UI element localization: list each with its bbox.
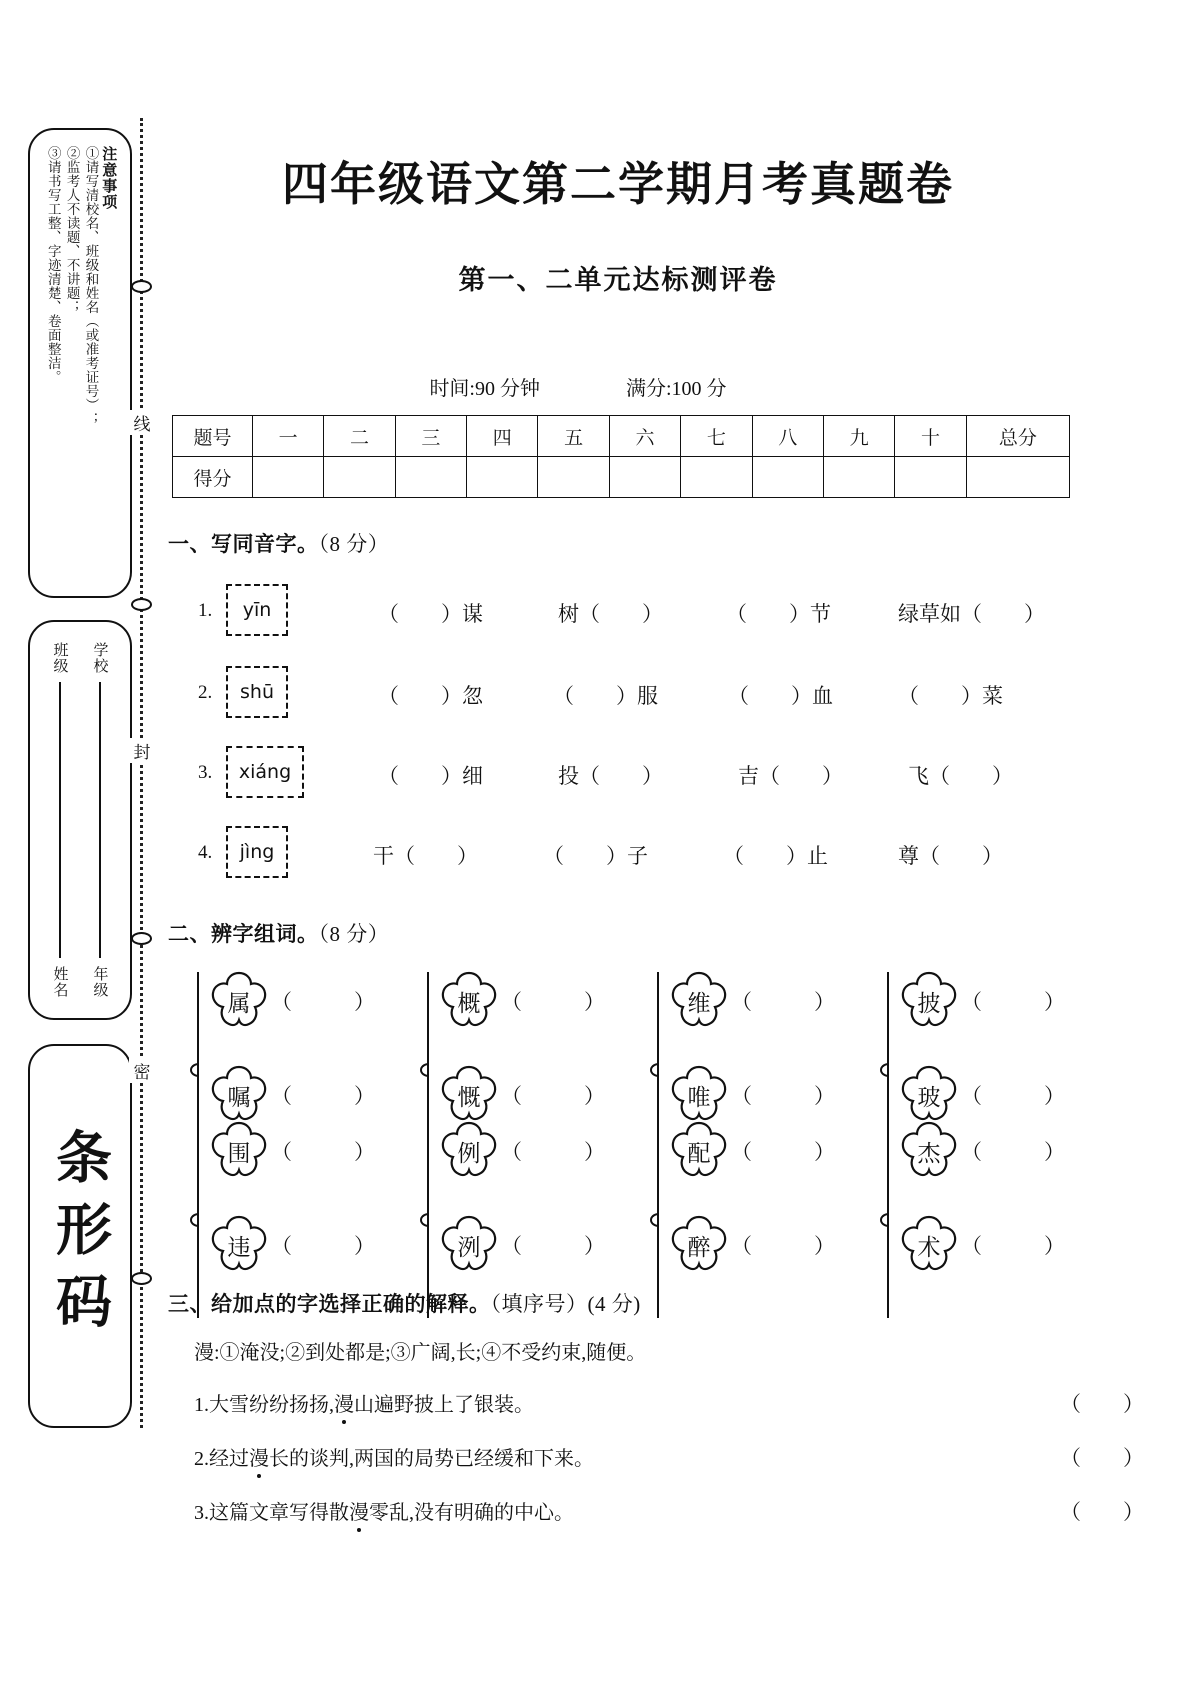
answer-slot[interactable]: （ ） [731,990,835,1014]
score-cell[interactable] [538,457,609,498]
exam-meta [168,372,988,401]
flower-char-box [898,1213,960,1277]
answer-slot[interactable]: （ ） [731,1084,835,1108]
dotted-char: 漫 [349,1502,369,1524]
answer-slot[interactable]: （ ） [271,990,375,1014]
char-pair-line [898,1116,1065,1186]
char-pair-line [668,1116,835,1186]
answer-slot[interactable]: （ ）菜 [898,684,1003,708]
col-header: 四 [467,416,538,457]
score-cell[interactable] [467,457,538,498]
answer-slot[interactable]: （ ）服 [553,684,658,708]
seal-oval-icon [131,1272,152,1285]
section-points: （填序号）(4 分) [490,1292,641,1316]
pinyin-box: jìng [226,826,288,878]
seal-oval-icon [131,280,152,293]
info-label: 年级 [91,966,108,998]
pinyin-box: shū [226,666,288,718]
row-index: 1. [198,600,213,621]
barcode-box [28,1044,132,1428]
char-pair-line [438,1116,605,1186]
col-header: 五 [538,416,609,457]
answer-slot[interactable]: （ ） [271,1140,375,1164]
col-header: 六 [609,416,680,457]
info-field-school-grade[interactable] [90,640,111,1000]
seal-oval-icon [131,932,152,945]
char-pair-line [438,1210,605,1280]
flower-char-box [668,1119,730,1183]
row-header: 题号 [173,416,253,457]
char-glyph: 违 [227,1234,251,1260]
char-pair-line [668,966,835,1036]
seal-dashed-line [140,118,145,1428]
section-title: 一、写同音字。 [168,533,319,556]
row-index: 4. [198,842,213,863]
char-pair-line [668,1210,835,1280]
answer-slot[interactable]: （ ） [1060,1446,1144,1470]
answer-slot[interactable]: （ ）忽 [378,684,483,708]
score-cell[interactable] [395,457,466,498]
section-title: 三、给加点的字选择正确的解释。 [168,1293,491,1316]
char-glyph: 嘱 [227,1084,251,1110]
flower-char-box [438,1119,500,1183]
section-heading-2 [168,918,389,948]
char-pair-line [208,966,375,1036]
score-table [172,415,1070,498]
answer-slot[interactable]: （ ） [1060,1500,1144,1524]
char-pair-line [208,1210,375,1280]
seal-char-xian: 密 [129,1058,155,1083]
flower-char-box [898,969,960,1033]
score-cell[interactable] [324,457,395,498]
char-glyph: 慨 [457,1084,481,1110]
char-glyph: 概 [457,990,481,1016]
answer-slot[interactable]: 绿草如（ ） [898,602,1045,626]
write-line[interactable] [99,682,101,958]
char-pair-group [650,1112,870,1332]
answer-slot[interactable]: （ ） [501,990,605,1014]
notice-item: ①请写清校名、班级和姓名（或准考证号）； [83,146,99,426]
question-text: 2.经过漫长的谈判,两国的局势已经缓和下来。 [194,1448,594,1470]
answer-slot[interactable]: （ ） [1060,1392,1144,1416]
flower-char-box [208,1119,270,1183]
full-score-label: 满分:100 分 [626,378,727,400]
section-points: （8 分） [318,532,390,556]
col-header: 九 [823,416,894,457]
flower-char-box [208,969,270,1033]
answer-slot[interactable]: 投（ ） [558,764,663,788]
sidebar [28,128,132,1428]
score-cell[interactable] [252,457,323,498]
seal-char-feng: 封 [129,738,155,763]
row-index: 2. [198,682,213,703]
seal-oval-icon [131,598,152,611]
answer-slot[interactable]: 飞（ ） [908,764,1013,788]
brace-bracket [650,1122,666,1318]
info-label: 学校 [91,642,108,674]
write-line[interactable] [59,682,61,958]
flower-char-box [898,1119,960,1183]
table-row-scores [173,457,1070,498]
row-index: 3. [198,762,213,783]
time-label: 时间:90 分钟 [429,378,540,400]
answer-slot[interactable]: 尊（ ） [898,844,1003,868]
homophone-row [198,820,1158,890]
page-subtitle: 第一、二单元达标测评卷 [458,265,778,295]
char-glyph: 配 [687,1140,711,1166]
char-glyph: 维 [687,990,711,1016]
answer-slot[interactable]: （ ）谋 [378,602,483,626]
question-text: 3.这篇文章写得散漫零乱,没有明确的中心。 [194,1502,574,1524]
answer-slot[interactable]: （ ） [271,1084,375,1108]
char-glyph: 唯 [687,1084,711,1110]
definition-list: 漫:①淹没;②到处都是;③广阔,长;④不受约束,随便。 [194,1342,647,1364]
answer-slot[interactable]: （ ） [961,990,1065,1014]
char-glyph: 例 [457,1140,481,1166]
answer-slot[interactable]: （ ） [271,1234,375,1258]
homophone-row [198,578,1158,648]
answer-slot[interactable]: （ ） [731,1140,835,1164]
info-field-class-name[interactable] [50,640,71,1000]
dotted-char: 漫 [249,1448,269,1470]
char-glyph: 披 [917,990,941,1016]
col-header: 十 [895,416,966,457]
score-cell[interactable] [752,457,823,498]
char-pair-group [880,1112,1100,1332]
answer-slot[interactable]: （ ）节 [726,602,831,626]
col-header-total: 总分 [966,416,1069,457]
page-title: 四年级语文第二学期月考真题卷 [282,158,954,210]
answer-slot[interactable]: （ ） [961,1084,1065,1108]
answer-slot[interactable]: 吉（ ） [738,764,843,788]
col-header: 七 [681,416,752,457]
answer-slot[interactable]: （ ） [501,1140,605,1164]
table-row-question-numbers [173,416,1070,457]
flower-char-box [668,1213,730,1277]
char-pair-line [208,1116,375,1186]
section-heading-1 [168,528,389,558]
notice-item: ③请书写工整、字迹清楚、卷面整洁。 [45,146,61,384]
char-glyph: 属 [227,990,251,1016]
answer-slot[interactable]: 树（ ） [558,602,663,626]
notice-item: ②监考人不读题、不讲题； [64,146,80,314]
char-pair-line [898,1210,1065,1280]
homophone-row [198,660,1158,730]
char-pair-line [438,966,605,1036]
score-cell[interactable] [681,457,752,498]
char-pair-line [898,966,1065,1036]
row-header: 得分 [173,457,253,498]
answer-slot[interactable]: 干（ ） [373,844,478,868]
answer-slot[interactable]: （ ） [961,1140,1065,1164]
answer-slot[interactable]: （ ） [501,1234,605,1258]
section-heading-3 [168,1288,641,1318]
char-glyph: 醉 [687,1234,711,1260]
notice-box [28,128,132,598]
notice-title: 注意事项 [100,146,118,210]
question-item [194,1496,1154,1525]
flower-char-box [438,1213,500,1277]
homophone-row [198,740,1158,810]
char-glyph: 术 [917,1234,941,1260]
col-header: 三 [395,416,466,457]
flower-char-box [668,969,730,1033]
student-info-box [28,620,132,1020]
info-label: 姓名 [51,966,68,998]
pinyin-box: xiáng [226,746,304,798]
question-item [194,1442,1154,1471]
col-header: 二 [324,416,395,457]
question-text: 1.大雪纷纷扬扬,漫山遍野披上了银装。 [194,1394,534,1416]
char-glyph: 玻 [917,1084,941,1110]
answer-slot[interactable]: （ ）子 [543,844,648,868]
answer-slot[interactable]: （ ） [501,1084,605,1108]
score-cell[interactable] [823,457,894,498]
brace-bracket [880,1122,896,1318]
seal-char-mi: 线 [129,410,155,435]
question-item [194,1388,1154,1417]
char-glyph: 杰 [917,1140,941,1166]
answer-slot[interactable]: （ ） [961,1234,1065,1258]
section-points: （8 分） [318,922,390,946]
col-header: 一 [252,416,323,457]
char-glyph: 洌 [457,1234,481,1260]
section-title: 二、辨字组词。 [168,923,319,946]
barcode-label: 条形码 [49,1128,112,1344]
score-cell[interactable] [609,457,680,498]
pinyin-box: yīn [226,584,288,636]
answer-slot[interactable]: （ ）细 [378,764,483,788]
flower-char-box [438,969,500,1033]
info-label: 班级 [51,642,68,674]
flower-char-box [208,1213,270,1277]
score-cell-total[interactable] [966,457,1069,498]
char-glyph: 围 [227,1140,251,1166]
col-header: 八 [752,416,823,457]
answer-slot[interactable]: （ ）血 [728,684,833,708]
answer-slot[interactable]: （ ）止 [723,844,828,868]
dotted-char: 漫 [334,1394,354,1416]
answer-slot[interactable]: （ ） [731,1234,835,1258]
score-cell[interactable] [895,457,966,498]
